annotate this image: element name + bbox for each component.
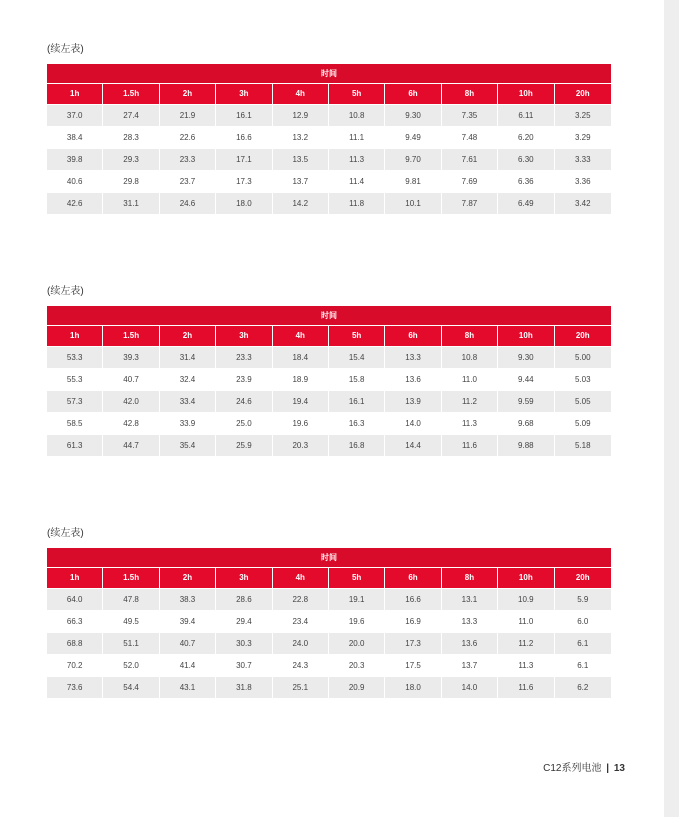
- table-cell: 13.7: [273, 170, 329, 192]
- column-header: 5h: [329, 326, 385, 346]
- column-header: 5h: [329, 568, 385, 588]
- table-cell: 16.1: [216, 104, 272, 126]
- column-header: 20h: [555, 568, 611, 588]
- column-header: 10h: [498, 568, 554, 588]
- table-cell: 21.9: [160, 104, 216, 126]
- column-header: 5h: [329, 84, 385, 104]
- table-cell: 14.0: [442, 676, 498, 698]
- table-cell: 23.4: [273, 610, 329, 632]
- table-cell: 27.4: [103, 104, 159, 126]
- table-cell: 53.3: [47, 346, 103, 368]
- table-cell: 7.87: [442, 192, 498, 214]
- table-cell: 6.1: [555, 632, 611, 654]
- table-cell: 44.7: [103, 434, 159, 456]
- table-cell: 40.7: [103, 368, 159, 390]
- table-row: [47, 126, 611, 148]
- table-title: 时间: [47, 64, 611, 84]
- column-header: 3h: [216, 568, 272, 588]
- table-cell: 23.9: [216, 368, 272, 390]
- table-cell: 10.9: [498, 588, 554, 610]
- table-cell: 15.8: [329, 368, 385, 390]
- table-cell: 39.4: [160, 610, 216, 632]
- table-cell: 6.20: [498, 126, 554, 148]
- table-cell: 11.6: [498, 676, 554, 698]
- table-cell: 9.30: [498, 346, 554, 368]
- table-cell: 11.3: [498, 654, 554, 676]
- table-cell: 16.6: [385, 588, 441, 610]
- table-cell: 24.6: [160, 192, 216, 214]
- table-cell: 55.3: [47, 368, 103, 390]
- table-cell: 5.05: [555, 390, 611, 412]
- column-header: 8h: [442, 326, 498, 346]
- column-header: 8h: [442, 568, 498, 588]
- table-cell: 13.6: [442, 632, 498, 654]
- table-cell: 6.49: [498, 192, 554, 214]
- table-cell: 16.1: [329, 390, 385, 412]
- table-cell: 11.4: [329, 170, 385, 192]
- table-cell: 13.5: [273, 148, 329, 170]
- table-cell: 11.6: [442, 434, 498, 456]
- table-cell: 20.3: [273, 434, 329, 456]
- table-cell: 7.69: [442, 170, 498, 192]
- table-cell: 58.5: [47, 412, 103, 434]
- table-cell: 6.0: [555, 610, 611, 632]
- table-row: [47, 632, 611, 654]
- table-cell: 54.4: [103, 676, 159, 698]
- table-cell: 57.3: [47, 390, 103, 412]
- column-header: 3h: [216, 84, 272, 104]
- table-cell: 64.0: [47, 588, 103, 610]
- column-header: 2h: [160, 326, 216, 346]
- table-cell: 25.9: [216, 434, 272, 456]
- table-cell: 11.3: [329, 148, 385, 170]
- table-cell: 3.33: [555, 148, 611, 170]
- table-cell: 9.70: [385, 148, 441, 170]
- footer-series-label: C12系列电池: [543, 763, 602, 774]
- table-cell: 14.0: [385, 412, 441, 434]
- table-caption: (续左表): [47, 44, 84, 55]
- table-cell: 11.2: [442, 390, 498, 412]
- table-cell: 66.3: [47, 610, 103, 632]
- column-header: 4h: [273, 568, 329, 588]
- table-caption: (续左表): [47, 528, 84, 539]
- table-row: [47, 434, 611, 456]
- table-cell: 17.1: [216, 148, 272, 170]
- table-cell: 17.3: [216, 170, 272, 192]
- discharge-table: [47, 64, 611, 214]
- table-cell: 35.4: [160, 434, 216, 456]
- table-cell: 28.3: [103, 126, 159, 148]
- table-cell: 32.4: [160, 368, 216, 390]
- table-cell: 10.8: [329, 104, 385, 126]
- table-cell: 29.3: [103, 148, 159, 170]
- table-cell: 37.0: [47, 104, 103, 126]
- table-cell: 13.2: [273, 126, 329, 148]
- table-cell: 42.6: [47, 192, 103, 214]
- column-header: 8h: [442, 84, 498, 104]
- table-cell: 52.0: [103, 654, 159, 676]
- column-header: 20h: [555, 84, 611, 104]
- table-cell: 19.6: [329, 610, 385, 632]
- table-cell: 13.3: [385, 346, 441, 368]
- column-header: 6h: [385, 326, 441, 346]
- discharge-table: [47, 548, 611, 698]
- table-header-row: [47, 568, 611, 588]
- table-cell: 18.9: [273, 368, 329, 390]
- table-cell: 13.7: [442, 654, 498, 676]
- table-cell: 15.4: [329, 346, 385, 368]
- table-row: [47, 368, 611, 390]
- table-cell: 6.30: [498, 148, 554, 170]
- table-cell: 6.36: [498, 170, 554, 192]
- table-cell: 3.36: [555, 170, 611, 192]
- table-cell: 41.4: [160, 654, 216, 676]
- table-cell: 16.3: [329, 412, 385, 434]
- table-cell: 42.0: [103, 390, 159, 412]
- page-edge-strip: [664, 0, 679, 817]
- table-cell: 38.3: [160, 588, 216, 610]
- table-row: [47, 676, 611, 698]
- table-row: [47, 390, 611, 412]
- table-cell: 11.0: [442, 368, 498, 390]
- table-cell: 7.61: [442, 148, 498, 170]
- table-cell: 23.7: [160, 170, 216, 192]
- table-row: [47, 588, 611, 610]
- table-cell: 19.1: [329, 588, 385, 610]
- table-cell: 5.09: [555, 412, 611, 434]
- table-cell: 61.3: [47, 434, 103, 456]
- table-row: [47, 346, 611, 368]
- table-cell: 9.88: [498, 434, 554, 456]
- table-cell: 6.1: [555, 654, 611, 676]
- table-cell: 68.8: [47, 632, 103, 654]
- table-cell: 51.1: [103, 632, 159, 654]
- table-cell: 40.7: [160, 632, 216, 654]
- column-header: 1h: [47, 568, 103, 588]
- table-row: [47, 104, 611, 126]
- column-header: 4h: [273, 84, 329, 104]
- table-row: [47, 610, 611, 632]
- column-header: 4h: [273, 326, 329, 346]
- table-cell: 6.11: [498, 104, 554, 126]
- table-cell: 13.6: [385, 368, 441, 390]
- discharge-table: [47, 306, 611, 456]
- table-section-2: [47, 284, 612, 456]
- table-cell: 24.3: [273, 654, 329, 676]
- table-cell: 17.5: [385, 654, 441, 676]
- table-cell: 28.6: [216, 588, 272, 610]
- table-title-row: [47, 306, 611, 326]
- table-cell: 5.18: [555, 434, 611, 456]
- table-cell: 20.9: [329, 676, 385, 698]
- table-cell: 38.4: [47, 126, 103, 148]
- table-cell: 5.03: [555, 368, 611, 390]
- table-cell: 10.1: [385, 192, 441, 214]
- table-title-row: [47, 64, 611, 84]
- table-cell: 11.3: [442, 412, 498, 434]
- table-cell: 9.81: [385, 170, 441, 192]
- table-caption: (续左表): [47, 286, 84, 297]
- table-cell: 11.1: [329, 126, 385, 148]
- table-cell: 11.8: [329, 192, 385, 214]
- table-cell: 9.44: [498, 368, 554, 390]
- table-cell: 16.9: [385, 610, 441, 632]
- column-header: 6h: [385, 84, 441, 104]
- table-row: [47, 170, 611, 192]
- table-cell: 39.8: [47, 148, 103, 170]
- page-number: 13: [613, 763, 625, 774]
- column-header: 2h: [160, 568, 216, 588]
- table-cell: 9.59: [498, 390, 554, 412]
- table-cell: 19.6: [273, 412, 329, 434]
- table-cell: 40.6: [47, 170, 103, 192]
- column-header: 6h: [385, 568, 441, 588]
- table-row: [47, 148, 611, 170]
- table-cell: 3.42: [555, 192, 611, 214]
- table-cell: 3.25: [555, 104, 611, 126]
- table-cell: 14.4: [385, 434, 441, 456]
- table-cell: 49.5: [103, 610, 159, 632]
- column-header: 10h: [498, 84, 554, 104]
- table-cell: 23.3: [216, 346, 272, 368]
- table-cell: 22.8: [273, 588, 329, 610]
- table-cell: 31.4: [160, 346, 216, 368]
- table-row: [47, 654, 611, 676]
- table-cell: 5.9: [555, 588, 611, 610]
- table-cell: 70.2: [47, 654, 103, 676]
- table-cell: 17.3: [385, 632, 441, 654]
- table-cell: 7.35: [442, 104, 498, 126]
- table-cell: 18.4: [273, 346, 329, 368]
- column-header: 1h: [47, 326, 103, 346]
- table-cell: 33.4: [160, 390, 216, 412]
- table-title-row: [47, 548, 611, 568]
- column-header: 20h: [555, 326, 611, 346]
- table-cell: 18.0: [385, 676, 441, 698]
- table-cell: 30.7: [216, 654, 272, 676]
- table-title: 时间: [47, 306, 611, 326]
- table-section-1: [47, 42, 612, 214]
- table-row: [47, 192, 611, 214]
- table-cell: 31.8: [216, 676, 272, 698]
- table-cell: 22.6: [160, 126, 216, 148]
- table-cell: 16.6: [216, 126, 272, 148]
- table-cell: 10.8: [442, 346, 498, 368]
- page-footer: [543, 759, 625, 774]
- table-cell: 13.3: [442, 610, 498, 632]
- table-cell: 11.2: [498, 632, 554, 654]
- table-cell: 5.00: [555, 346, 611, 368]
- table-cell: 43.1: [160, 676, 216, 698]
- table-cell: 3.29: [555, 126, 611, 148]
- table-cell: 30.3: [216, 632, 272, 654]
- column-header: 1.5h: [103, 568, 159, 588]
- column-header: 1.5h: [103, 84, 159, 104]
- table-cell: 12.9: [273, 104, 329, 126]
- column-header: 1h: [47, 84, 103, 104]
- table-cell: 20.3: [329, 654, 385, 676]
- table-cell: 47.8: [103, 588, 159, 610]
- table-cell: 13.9: [385, 390, 441, 412]
- table-cell: 11.0: [498, 610, 554, 632]
- table-cell: 23.3: [160, 148, 216, 170]
- table-section-3: [47, 526, 612, 698]
- table-header-row: [47, 84, 611, 104]
- table-cell: 19.4: [273, 390, 329, 412]
- table-cell: 73.6: [47, 676, 103, 698]
- table-cell: 13.1: [442, 588, 498, 610]
- table-cell: 9.30: [385, 104, 441, 126]
- table-cell: 29.4: [216, 610, 272, 632]
- table-cell: 9.68: [498, 412, 554, 434]
- table-cell: 25.1: [273, 676, 329, 698]
- table-cell: 16.8: [329, 434, 385, 456]
- table-cell: 7.48: [442, 126, 498, 148]
- table-header-row: [47, 326, 611, 346]
- column-header: 1.5h: [103, 326, 159, 346]
- table-cell: 24.6: [216, 390, 272, 412]
- table-cell: 14.2: [273, 192, 329, 214]
- column-header: 10h: [498, 326, 554, 346]
- table-cell: 29.8: [103, 170, 159, 192]
- table-cell: 33.9: [160, 412, 216, 434]
- table-cell: 18.0: [216, 192, 272, 214]
- table-cell: 6.2: [555, 676, 611, 698]
- column-header: 2h: [160, 84, 216, 104]
- table-cell: 39.3: [103, 346, 159, 368]
- table-cell: 24.0: [273, 632, 329, 654]
- table-row: [47, 412, 611, 434]
- table-cell: 42.8: [103, 412, 159, 434]
- table-cell: 9.49: [385, 126, 441, 148]
- footer-separator: |: [606, 763, 610, 774]
- table-cell: 20.0: [329, 632, 385, 654]
- table-title: 时间: [47, 548, 611, 568]
- column-header: 3h: [216, 326, 272, 346]
- table-cell: 31.1: [103, 192, 159, 214]
- table-cell: 25.0: [216, 412, 272, 434]
